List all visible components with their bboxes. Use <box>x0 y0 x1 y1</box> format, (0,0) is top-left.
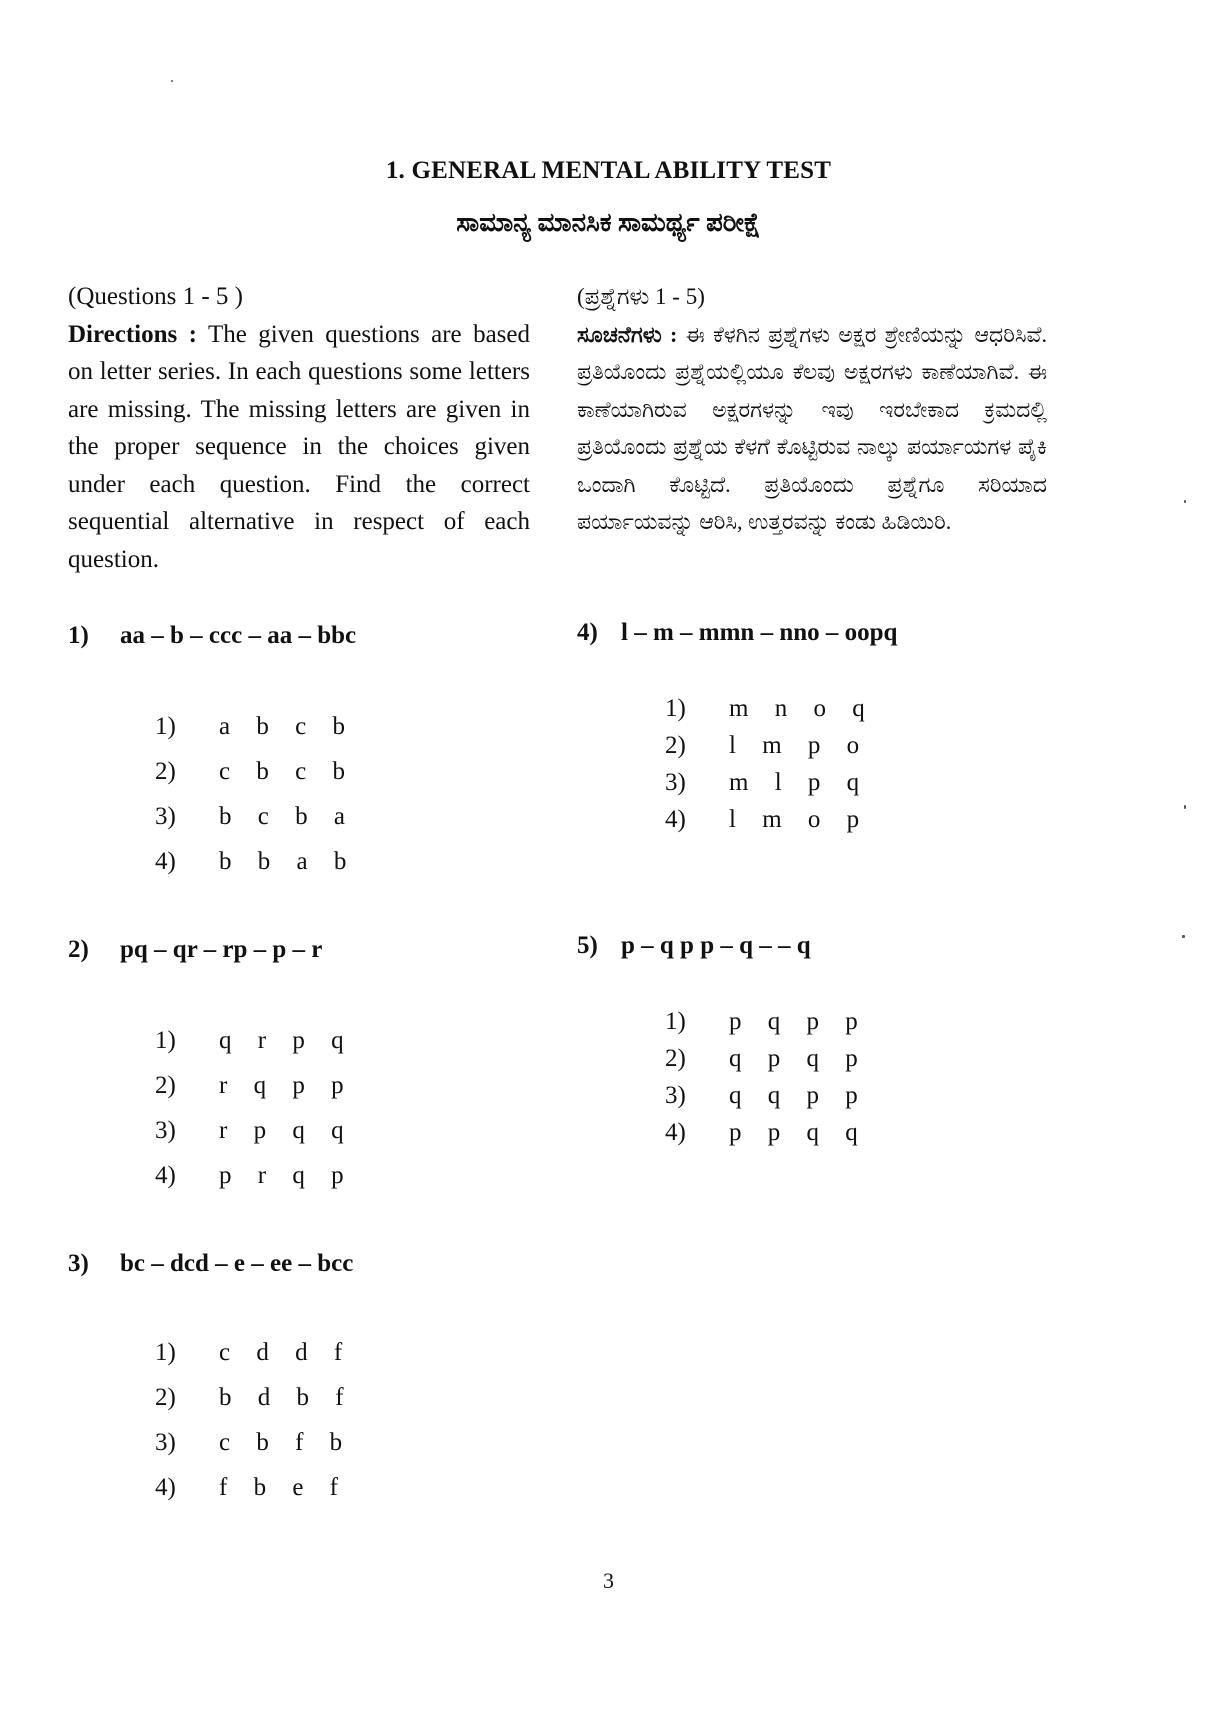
kannada-directions <box>577 278 1047 541</box>
option <box>665 769 869 797</box>
option-number: 3) <box>155 1117 176 1144</box>
question-4 <box>577 619 897 647</box>
question-2 <box>68 936 322 964</box>
kannada-directions-label: ಸೂಚನೆಗಳು : <box>577 321 678 347</box>
option-number: 2) <box>155 1072 176 1099</box>
option <box>155 1339 352 1367</box>
option-number: 1) <box>155 713 176 740</box>
option-value: q p q p <box>729 1045 868 1072</box>
option <box>155 848 356 876</box>
question-series: l – m – mmn – nno – oopq <box>621 619 898 646</box>
option-value: r p q q <box>219 1117 354 1144</box>
option <box>665 1045 868 1073</box>
page-number: 3 <box>603 1568 614 1593</box>
option-number: 3) <box>665 1082 686 1109</box>
option <box>665 1082 868 1110</box>
option-value: l m o p <box>729 806 870 833</box>
option-value: b d b f <box>219 1384 354 1411</box>
option <box>665 806 869 834</box>
option-number: 4) <box>155 1162 176 1189</box>
option-value: b c b a <box>219 803 355 830</box>
option-number: 1) <box>665 1008 686 1035</box>
page-title: 1. GENERAL MENTAL ABILITY TEST <box>385 157 832 184</box>
option <box>155 1072 354 1100</box>
option-number: 3) <box>155 1429 176 1456</box>
option <box>155 1162 354 1190</box>
option-number: 3) <box>155 803 176 830</box>
english-questions-range: (Questions 1 - 5 ) <box>68 283 243 310</box>
option <box>155 1384 354 1412</box>
option-value: q q p p <box>729 1082 868 1109</box>
option <box>155 758 355 786</box>
kannada-directions-body <box>577 316 1047 541</box>
option <box>155 1027 354 1055</box>
english-directions-body <box>68 316 530 579</box>
option-value: m n o q <box>729 695 875 722</box>
option-value: p q p p <box>729 1008 868 1035</box>
english-directions-text: The given questions are based on letter series. In each questions some letters are missing. The missing letters are given in the proper sequence in the choices given under each question. Find the correct sequential alternative in respect of each question. <box>68 320 530 573</box>
scan-speck <box>171 80 173 82</box>
option-value: c d d f <box>219 1339 353 1366</box>
option-number: 1) <box>155 1027 176 1054</box>
option <box>155 803 355 831</box>
option <box>155 1429 352 1457</box>
option-value: r q p p <box>219 1072 354 1099</box>
option-number: 4) <box>665 806 686 833</box>
question-3 <box>68 1250 353 1278</box>
question-number: 1) <box>68 622 89 649</box>
english-directions <box>68 278 530 578</box>
option-value: q r p q <box>219 1027 354 1054</box>
option-number: 3) <box>665 769 686 796</box>
option-value: m l p q <box>729 769 870 796</box>
option-value: c b c b <box>219 758 355 785</box>
option <box>665 695 875 723</box>
option-number: 1) <box>155 1339 176 1366</box>
option <box>155 1474 348 1502</box>
question-5 <box>577 932 811 960</box>
question-series: bc – dcd – e – ee – bcc <box>120 1250 354 1277</box>
kannada-directions-text: ಈ ಕೆಳಗಿನ ಪ್ರಶ್ನೆಗಳು ಅಕ್ಷರ ಶ್ರೇಣಿಯನ್ನು ಆಧರಿಸಿವೆ. ಪ್ರತಿಯೊಂದು ಪ್ರಶ್ನೆಯಲ್ಲಿಯೂ ಕೆಲವು ಅಕ್ಷರಗಳು ಕಾಣೆಯಾಗಿವೆ. ಈ ಕಾಣೆಯಾಗಿರುವ ಅಕ್ಷರಗಳನ್ನು ಇವು ಇರಬೇಕಾದ ಕ್ರಮದಲ್ಲಿ ಪ್ರತಿಯೊಂದು ಪ್ರಶ್ನೆಯ ಕೆಳಗೆ ಕೊಟ್ಟಿರುವ ನಾಲ್ಕು ಪರ್ಯಾಯಗಳ ಪೈಕಿ ಒಂದಾಗಿ ಕೊಟ್ಟಿದೆ. ಪ್ರತಿಯೊಂದು ಪ್ರಶ್ನೆಗೂ ಸರಿಯಾದ ಪರ್ಯಾಯವನ್ನು ಆರಿಸಿ, ಉತ್ತರವನ್ನು ಕಂಡು ಹಿಡಿಯಿರಿ. <box>577 321 1048 534</box>
option-number: 4) <box>155 1474 176 1501</box>
option-number: 2) <box>155 758 176 785</box>
option-value: p p q q <box>729 1119 868 1146</box>
option-number: 1) <box>665 695 686 722</box>
english-directions-label: Directions : <box>68 320 197 348</box>
question-number: 2) <box>68 936 89 963</box>
question-series: p – q p p – q – – q <box>621 932 811 959</box>
option-number: 4) <box>155 848 176 875</box>
option-value: c b f b <box>219 1429 353 1456</box>
question-number: 3) <box>68 1250 89 1277</box>
option-value: b b a b <box>219 848 357 875</box>
question-number: 4) <box>577 619 598 646</box>
option <box>665 1119 868 1147</box>
scan-speck <box>1182 935 1185 938</box>
option-value: f b e f <box>219 1474 348 1501</box>
option <box>155 713 355 741</box>
page-title-kannada: ಸಾಮಾನ್ಯ ಮಾನಸಿಕ ಸಾಮರ್ಥ್ಯ ಪರೀಕ್ಷೆ <box>456 208 761 237</box>
option-number: 4) <box>665 1119 686 1146</box>
option-number: 2) <box>665 1045 686 1072</box>
option-number: 2) <box>665 732 686 759</box>
question-1 <box>68 622 356 650</box>
scan-speck <box>1184 500 1186 503</box>
question-series: aa – b – ccc – aa – bbc <box>120 622 357 649</box>
question-series: pq – qr – rp – p – r <box>120 936 323 963</box>
option <box>155 1117 354 1145</box>
kannada-questions-range: (ಪ್ರಶ್ನೆಗಳು 1 - 5) <box>577 284 705 309</box>
question-number: 5) <box>577 932 598 959</box>
scan-speck <box>1184 805 1186 809</box>
option-value: p r q p <box>219 1162 354 1189</box>
option-value: l m p o <box>729 732 870 759</box>
option-value: a b c b <box>219 713 355 740</box>
option <box>665 732 869 760</box>
option <box>665 1008 868 1036</box>
option-number: 2) <box>155 1384 176 1411</box>
